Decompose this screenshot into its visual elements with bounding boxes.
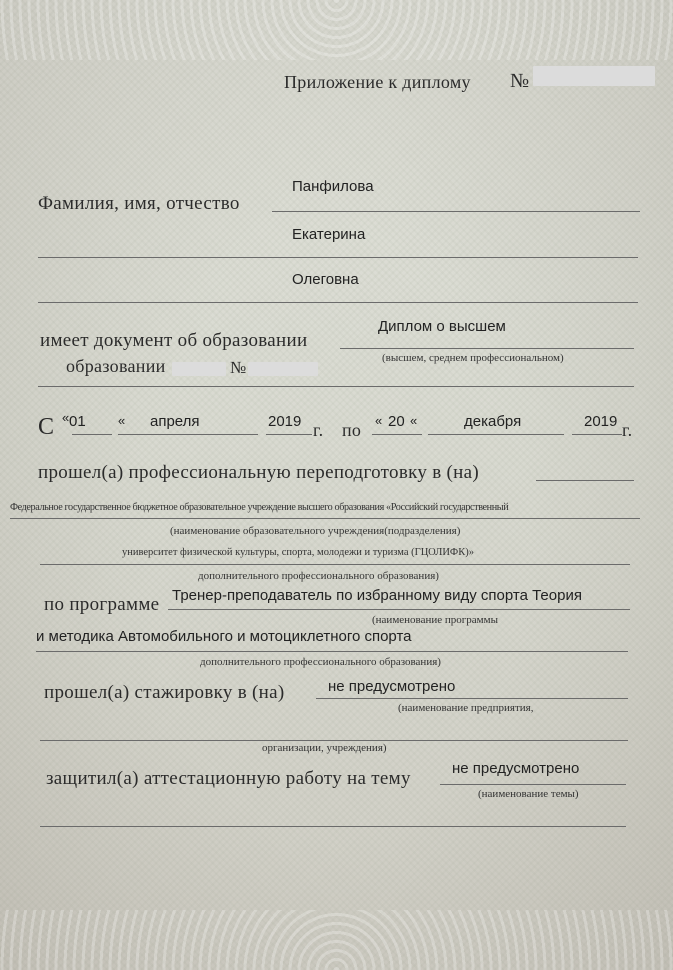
period-to-label: по: [342, 420, 362, 440]
document-number-sign: №: [230, 358, 247, 377]
institution-line-1-rule: [10, 518, 640, 519]
program-hint-2: дополнительного профессионального образования): [200, 656, 441, 668]
diploma-number-sign: №: [510, 70, 530, 92]
education-label-continued: образовании: [66, 356, 166, 376]
institution-line-2-rule: [40, 564, 630, 565]
redacted-diploma-number: [533, 66, 655, 86]
thesis-line: [440, 784, 626, 785]
patronymic-line: [38, 302, 638, 303]
retraining-label: прошел(а) профессиональную переподготовку в (на): [38, 462, 479, 483]
from-day-line: [72, 434, 112, 435]
from-year-line: [266, 434, 312, 435]
from-year-suffix: г.: [313, 420, 324, 440]
internship-line: [316, 698, 628, 699]
from-year-value: 2019: [268, 413, 302, 430]
from-day-quote-close: «: [118, 413, 126, 428]
program-line-2: и методика Автомобильного и мотоциклетного спорта: [36, 628, 412, 645]
internship-hint: (наименование предприятия,: [398, 702, 534, 714]
internship-hint-2: организации, учреждения): [262, 742, 387, 754]
from-day-value: 01: [69, 413, 86, 430]
education-document-label: имеет документ об образовании: [40, 330, 308, 351]
period-from-label: С: [38, 414, 55, 440]
thesis-label: защитил(а) аттестационную работу на тему: [46, 768, 411, 789]
first-name-value: Екатерина: [292, 226, 366, 243]
patronymic-value: Олеговна: [292, 271, 359, 288]
education-document-value: Диплом о высшем: [378, 318, 506, 335]
full-name-label: Фамилия, имя, отчество: [38, 193, 240, 214]
program-line-1-rule: [168, 609, 630, 610]
education-number-line: [38, 386, 634, 387]
education-level-hint: (высшем, среднем профессиональном): [382, 352, 564, 364]
thesis-value: не предусмотрено: [452, 760, 580, 777]
institution-line-2: университет физической культуры, спорта, молодежи и туризма (ГЦОЛИФК)»: [122, 547, 474, 558]
retraining-label-line: [536, 480, 634, 481]
to-day-value: 20: [388, 413, 405, 430]
thesis-hint: (наименование темы): [478, 788, 579, 800]
first-name-line: [38, 257, 638, 258]
to-day-line: [372, 434, 422, 435]
to-day-quote-close: «: [410, 413, 418, 428]
from-month-line: [118, 434, 258, 435]
guilloche-bottom: [0, 910, 673, 970]
program-label: по программе: [44, 594, 160, 615]
last-name-line: [272, 211, 640, 212]
to-month-value: декабря: [464, 413, 522, 430]
program-line-1: Тренер-преподаватель по избранному виду спорта Теория: [172, 587, 582, 604]
to-year-suffix: г.: [622, 420, 633, 440]
program-hint: (наименование программы: [372, 614, 498, 626]
to-month-line: [428, 434, 564, 435]
to-year-line: [572, 434, 622, 435]
program-line-2-rule: [36, 651, 628, 652]
guilloche-top: [0, 0, 673, 60]
to-year-value: 2019: [584, 413, 618, 430]
redacted-document-series: [172, 362, 226, 376]
to-day-quote-open: «: [375, 413, 383, 428]
from-day-quote-open: «: [62, 410, 70, 425]
last-name-value: Панфилова: [292, 178, 374, 195]
institution-hint-2: дополнительного профессионального образования): [198, 570, 439, 582]
from-month-value: апреля: [150, 413, 200, 430]
redacted-document-number: [248, 362, 318, 376]
internship-label: прошел(а) стажировку в (на): [44, 682, 285, 703]
internship-line-2: [40, 740, 628, 741]
thesis-line-2: [40, 826, 626, 827]
institution-line-1: Федеральное государственное бюджетное образовательное учреждение высшего образования «Российский государственный: [10, 502, 509, 513]
internship-value: не предусмотрено: [328, 678, 456, 695]
institution-hint: (наименование образовательного учреждения(подразделения): [170, 525, 461, 537]
page-title: Приложение к диплому: [284, 72, 471, 92]
education-document-line: [340, 348, 634, 349]
